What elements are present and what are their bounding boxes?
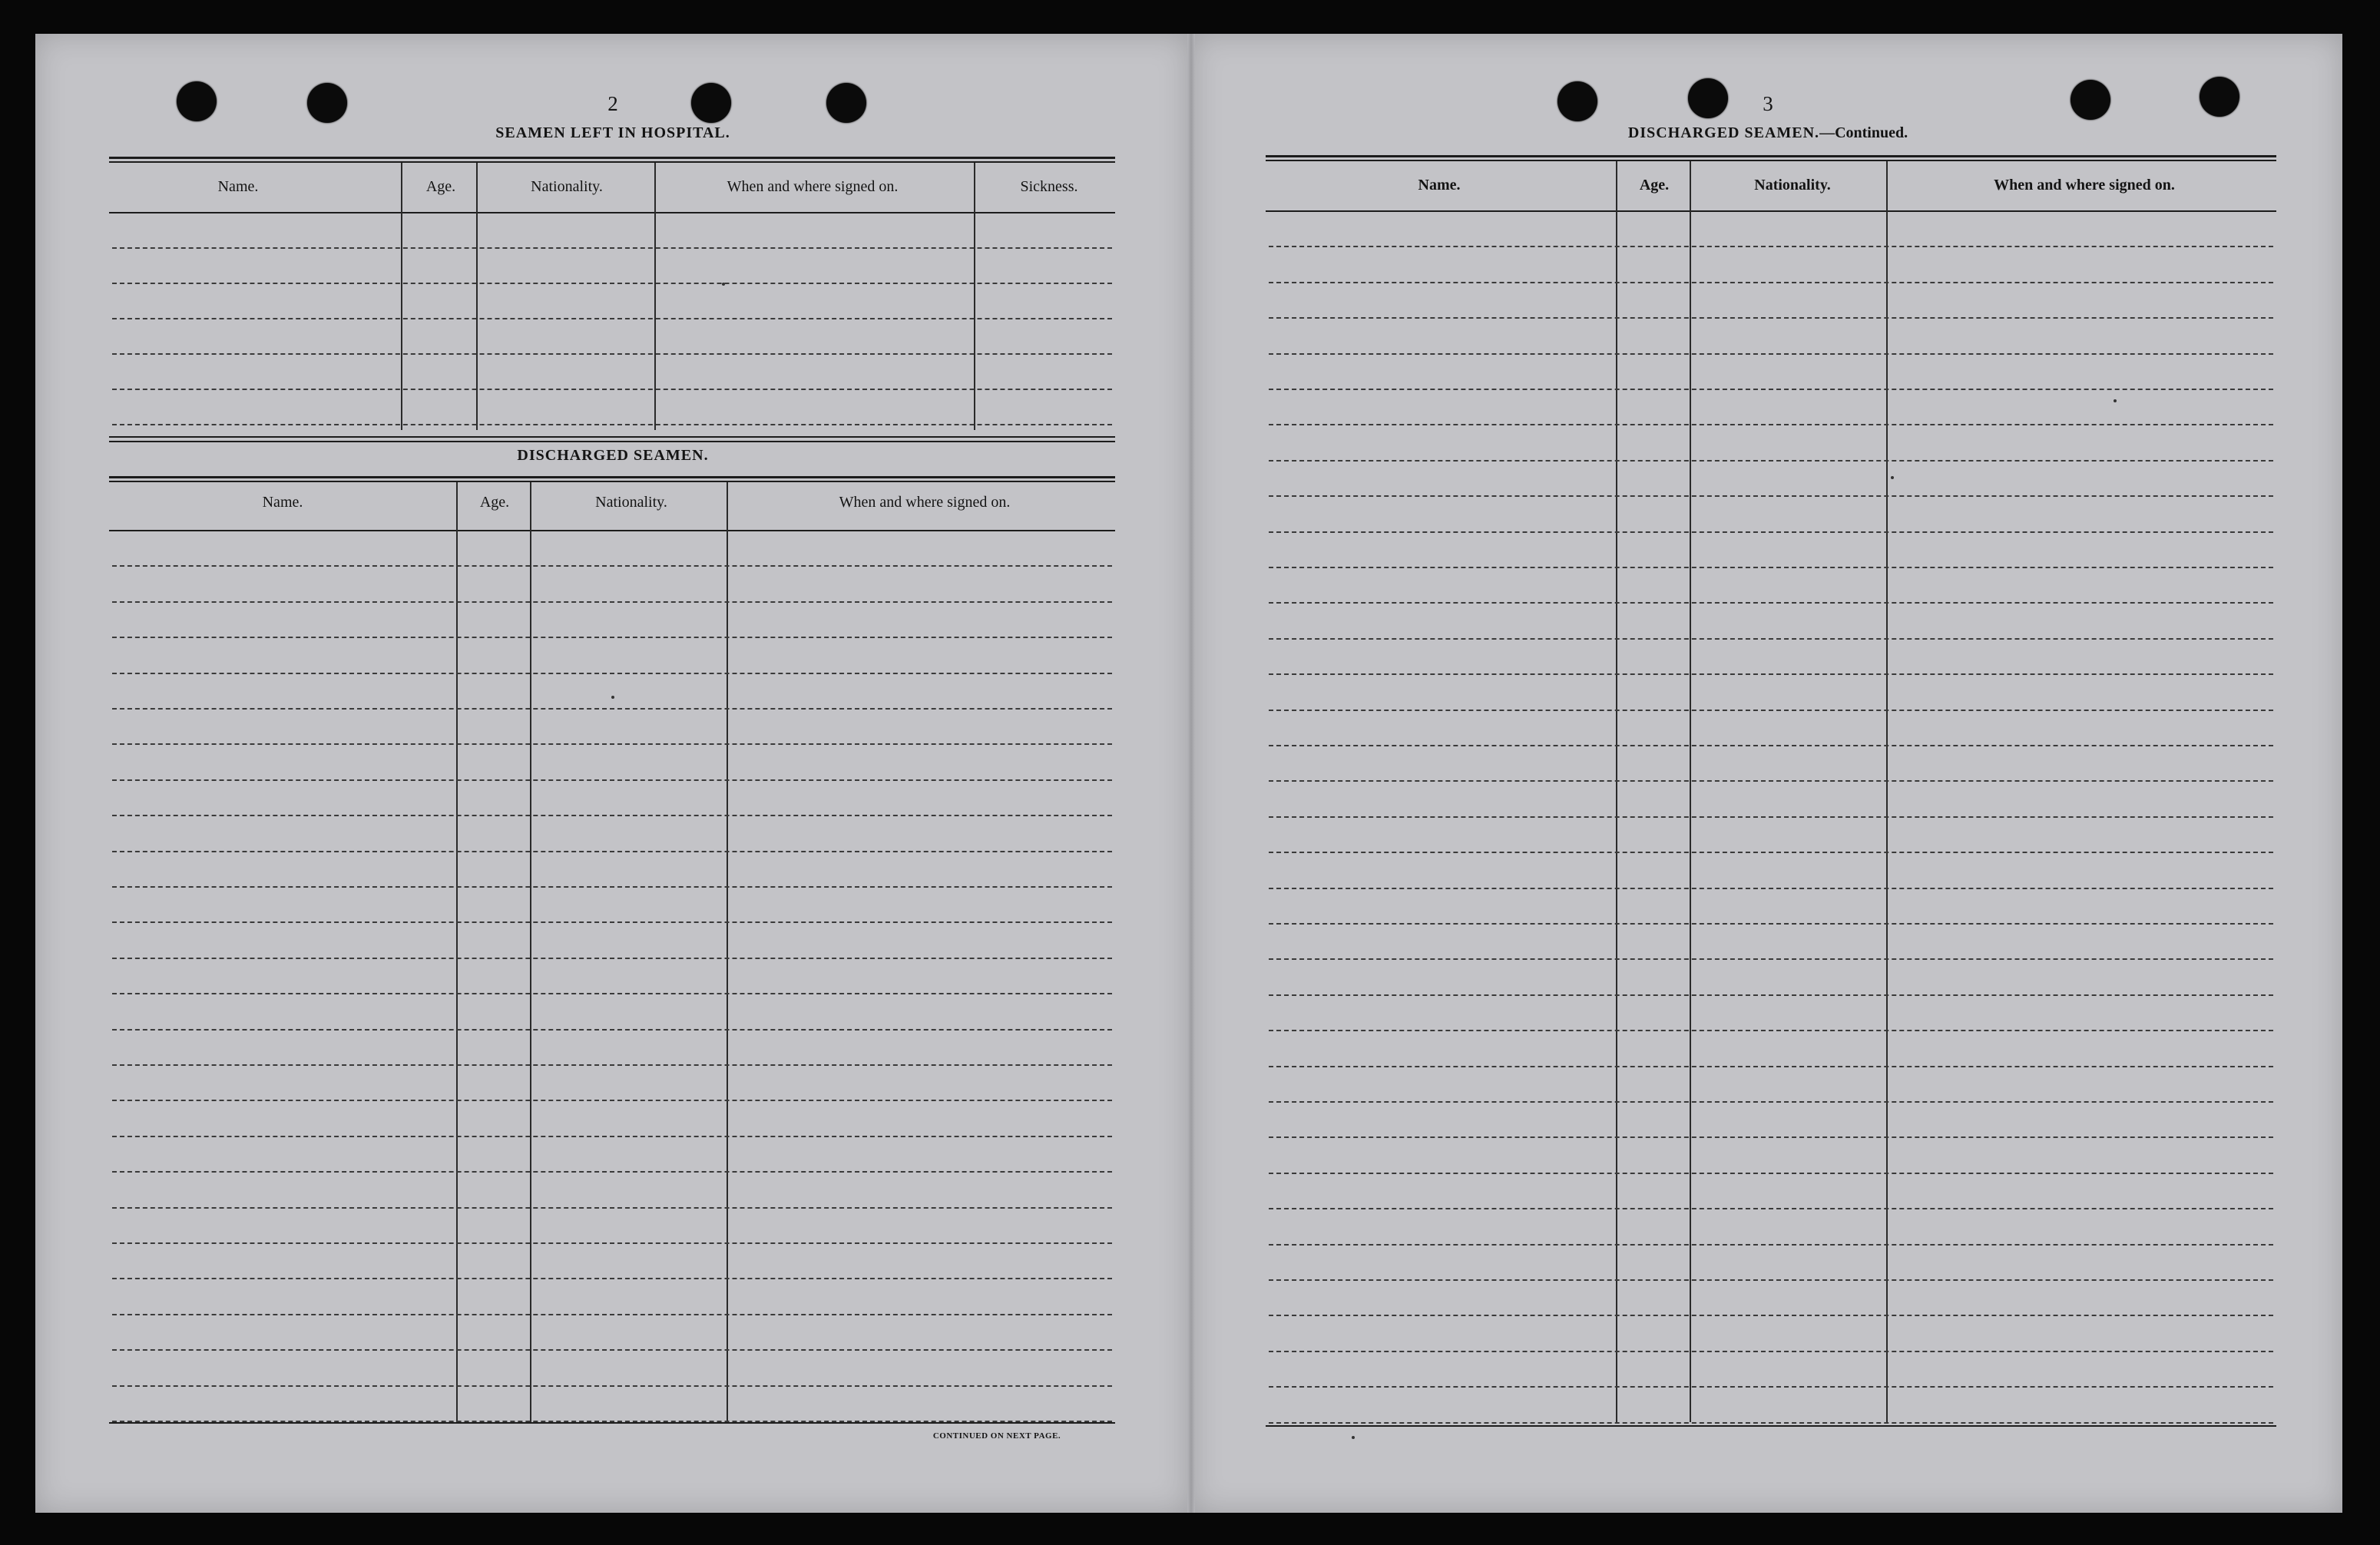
punch-hole xyxy=(1688,78,1728,118)
continued-col-name: Name. xyxy=(1418,177,1461,194)
entry-line xyxy=(1269,816,2273,818)
entry-line xyxy=(112,424,1112,425)
center-fold xyxy=(1187,34,1195,1513)
punch-hole xyxy=(1557,81,1597,121)
continued-section-title xyxy=(1628,124,1908,142)
rule-double-top xyxy=(109,441,1115,442)
continued-col-signed-on: When and where signed on. xyxy=(1994,177,2175,194)
entry-line xyxy=(1269,1422,2273,1424)
continued-note: CONTINUED ON NEXT PAGE. xyxy=(932,1431,1061,1441)
entry-line xyxy=(1269,460,2273,462)
entry-line xyxy=(1269,780,2273,782)
entry-line xyxy=(1269,888,2273,889)
scan-speck xyxy=(611,696,614,699)
column-divider xyxy=(1886,161,1888,1422)
column-divider xyxy=(1690,161,1691,1422)
entry-line xyxy=(1269,958,2273,960)
rule-double-top xyxy=(109,161,1115,163)
punch-hole xyxy=(307,83,347,123)
entry-line xyxy=(1269,495,2273,497)
discharged-section-title: DISCHARGED SEAMEN. xyxy=(517,447,709,464)
entry-line xyxy=(1269,1173,2273,1174)
entry-line xyxy=(112,247,1112,249)
entry-line xyxy=(112,708,1112,710)
entry-line xyxy=(1269,638,2273,640)
closing-rule xyxy=(1266,1425,2276,1427)
entry-line xyxy=(112,851,1112,852)
entry-line xyxy=(112,993,1112,994)
discharged-col-signed-on: When and where signed on. xyxy=(839,494,1011,511)
entry-line xyxy=(112,389,1112,390)
punch-hole xyxy=(177,81,217,121)
entry-line xyxy=(112,1029,1112,1031)
rule-double-top xyxy=(109,476,1115,478)
entry-line xyxy=(1269,852,2273,853)
hospital-col-sickness: Sickness. xyxy=(1020,178,1078,195)
entry-line xyxy=(1269,1208,2273,1209)
punch-hole xyxy=(691,83,731,123)
column-divider xyxy=(456,482,458,1422)
scan-speck xyxy=(1891,476,1894,479)
right-page xyxy=(1192,34,2342,1513)
rule-double-top xyxy=(1266,160,2276,161)
entry-line xyxy=(1269,1351,2273,1352)
punch-hole xyxy=(826,83,866,123)
hospital-col-nationality: Nationality. xyxy=(531,178,603,195)
entry-line xyxy=(1269,1066,2273,1067)
header-rule xyxy=(1266,210,2276,212)
scan-speck xyxy=(2114,399,2117,402)
discharged-col-nationality: Nationality. xyxy=(595,494,667,511)
continued-col-age: Age. xyxy=(1639,177,1670,194)
entry-line xyxy=(1269,1386,2273,1388)
entry-line xyxy=(112,743,1112,745)
entry-line xyxy=(112,637,1112,638)
rule-double-top xyxy=(109,436,1115,438)
entry-line xyxy=(1269,424,2273,425)
page-number-right: 3 xyxy=(1763,92,1773,115)
entry-line xyxy=(1269,673,2273,675)
entry-line xyxy=(112,353,1112,355)
entry-line xyxy=(1269,1101,2273,1103)
scan-speck xyxy=(722,283,725,286)
entry-line xyxy=(1269,923,2273,925)
entry-line xyxy=(112,1242,1112,1244)
entry-line xyxy=(112,1278,1112,1279)
header-rule xyxy=(109,530,1115,531)
continued-title-main: DISCHARGED SEAMEN. xyxy=(1627,124,1820,141)
entry-line xyxy=(112,318,1112,319)
closing-rule xyxy=(109,1422,1115,1424)
entry-line xyxy=(1269,1315,2273,1316)
rule-double-top xyxy=(1266,155,2276,157)
entry-line xyxy=(112,921,1112,923)
entry-line xyxy=(112,958,1112,959)
entry-line xyxy=(1269,389,2273,390)
hospital-col-signed-on: When and where signed on. xyxy=(727,178,899,195)
entry-line xyxy=(1269,745,2273,746)
entry-line xyxy=(1269,282,2273,283)
page-number-left: 2 xyxy=(607,92,618,115)
entry-line xyxy=(1269,353,2273,355)
entry-line xyxy=(112,779,1112,781)
entry-line xyxy=(112,1314,1112,1315)
entry-line xyxy=(112,601,1112,603)
entry-line xyxy=(112,1207,1112,1209)
entry-line xyxy=(112,1064,1112,1066)
rule-double-top xyxy=(109,157,1115,159)
entry-line xyxy=(1269,602,2273,604)
entry-line xyxy=(1269,1279,2273,1281)
discharged-col-age: Age. xyxy=(479,494,510,511)
column-divider xyxy=(530,482,531,1422)
entry-line xyxy=(112,1100,1112,1101)
hospital-col-age: Age. xyxy=(425,178,456,195)
entry-line xyxy=(112,673,1112,674)
punch-hole xyxy=(2071,80,2110,120)
entry-line xyxy=(1269,567,2273,568)
punch-hole xyxy=(2200,77,2239,117)
entry-line xyxy=(1269,994,2273,996)
entry-line xyxy=(112,1136,1112,1137)
entry-line xyxy=(1269,1030,2273,1031)
entry-line xyxy=(112,1171,1112,1173)
entry-line xyxy=(112,886,1112,888)
entry-line xyxy=(1269,531,2273,533)
continued-title-suffix: —Continued. xyxy=(1819,124,1908,141)
hospital-col-name: Name. xyxy=(217,178,259,195)
rule-double-top xyxy=(109,481,1115,482)
continued-col-nationality: Nationality. xyxy=(1754,177,1831,194)
entry-line xyxy=(112,283,1112,284)
entry-line xyxy=(1269,317,2273,319)
column-divider xyxy=(727,482,728,1422)
entry-line xyxy=(1269,1244,2273,1246)
entry-line xyxy=(112,1385,1112,1387)
column-divider xyxy=(1616,161,1617,1422)
entry-line xyxy=(112,815,1112,816)
entry-line xyxy=(1269,246,2273,247)
hospital-section-title: SEAMEN LEFT IN HOSPITAL. xyxy=(495,124,730,141)
entry-line xyxy=(1269,710,2273,711)
entry-line xyxy=(1269,1136,2273,1138)
discharged-col-name: Name. xyxy=(262,494,303,511)
entry-line xyxy=(112,565,1112,567)
scan-speck xyxy=(1352,1436,1355,1439)
entry-line xyxy=(112,1349,1112,1351)
header-rule xyxy=(109,212,1115,213)
left-page xyxy=(35,34,1189,1513)
